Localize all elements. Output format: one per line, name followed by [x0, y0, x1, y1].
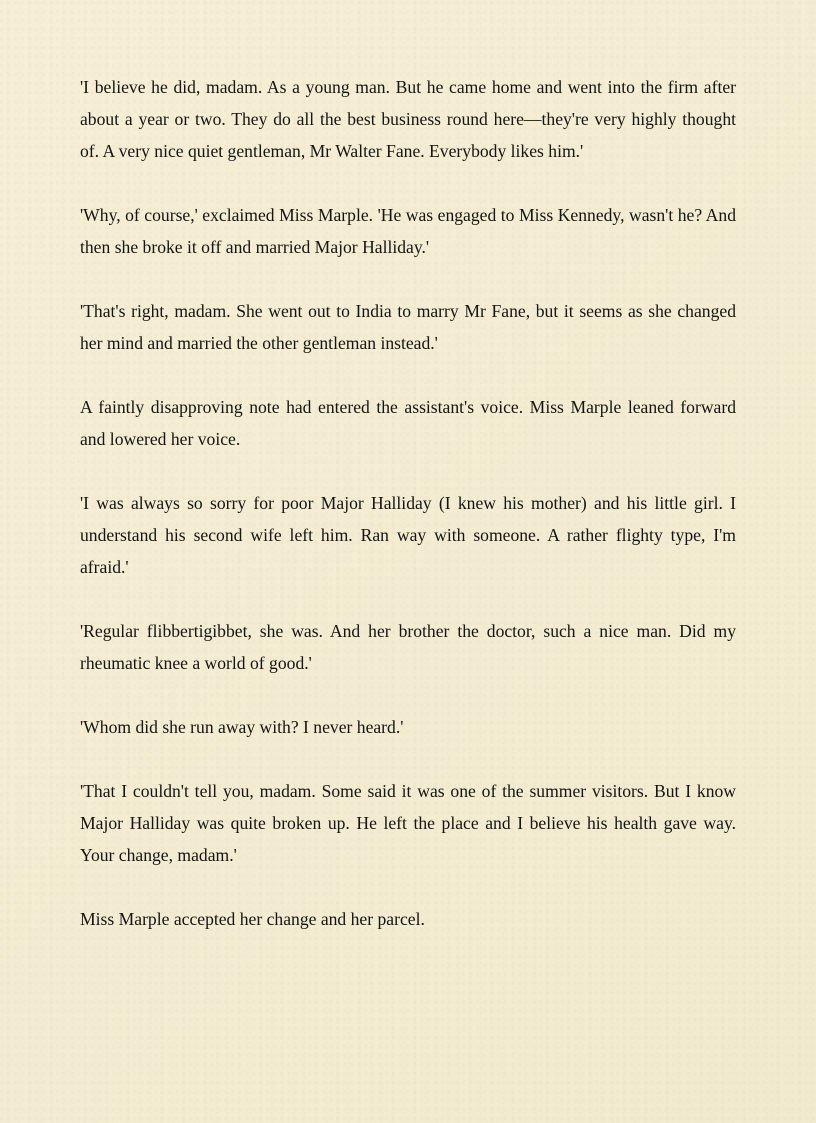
paragraph: A faintly disapproving note had entered the assistant's voice. Miss Marple leaned forward and lowered her voice.: [80, 397, 736, 449]
paragraph: 'Whom did she run away with? I never heard.': [80, 717, 404, 737]
paragraph: 'I was always so sorry for poor Major Halliday (I knew his mother) and his little girl. I understand his second wife left him. Ran way with someone. A rather flighty type, I'm afraid.': [80, 493, 736, 577]
paragraph: 'That I couldn't tell you, madam. Some said it was one of the summer visitors. But I know Major Halliday was quite broken up. He left the place and I believe his health gave way. Your change, madam.': [80, 781, 736, 865]
paragraph: 'Regular flibbertigibbet, she was. And her brother the doctor, such a nice man. Did my rheumatic knee a world of good.': [80, 621, 736, 673]
page-text-body: [80, 71, 736, 935]
paragraph: 'That's right, madam. She went out to India to marry Mr Fane, but it seems as she changed her mind and married the other gentleman instead.': [80, 301, 736, 353]
paragraph: Miss Marple accepted her change and her parcel.: [80, 909, 425, 929]
paragraph: 'Why, of course,' exclaimed Miss Marple. 'He was engaged to Miss Kennedy, wasn't he? And then she broke it off and married Major Halliday.': [80, 205, 736, 257]
paragraph: 'I believe he did, madam. As a young man. But he came home and went into the firm after about a year or two. They do all the best business round here—they're very highly thought of. A very nice quiet gentleman, Mr Walter Fane. Everybody likes him.': [80, 77, 736, 161]
